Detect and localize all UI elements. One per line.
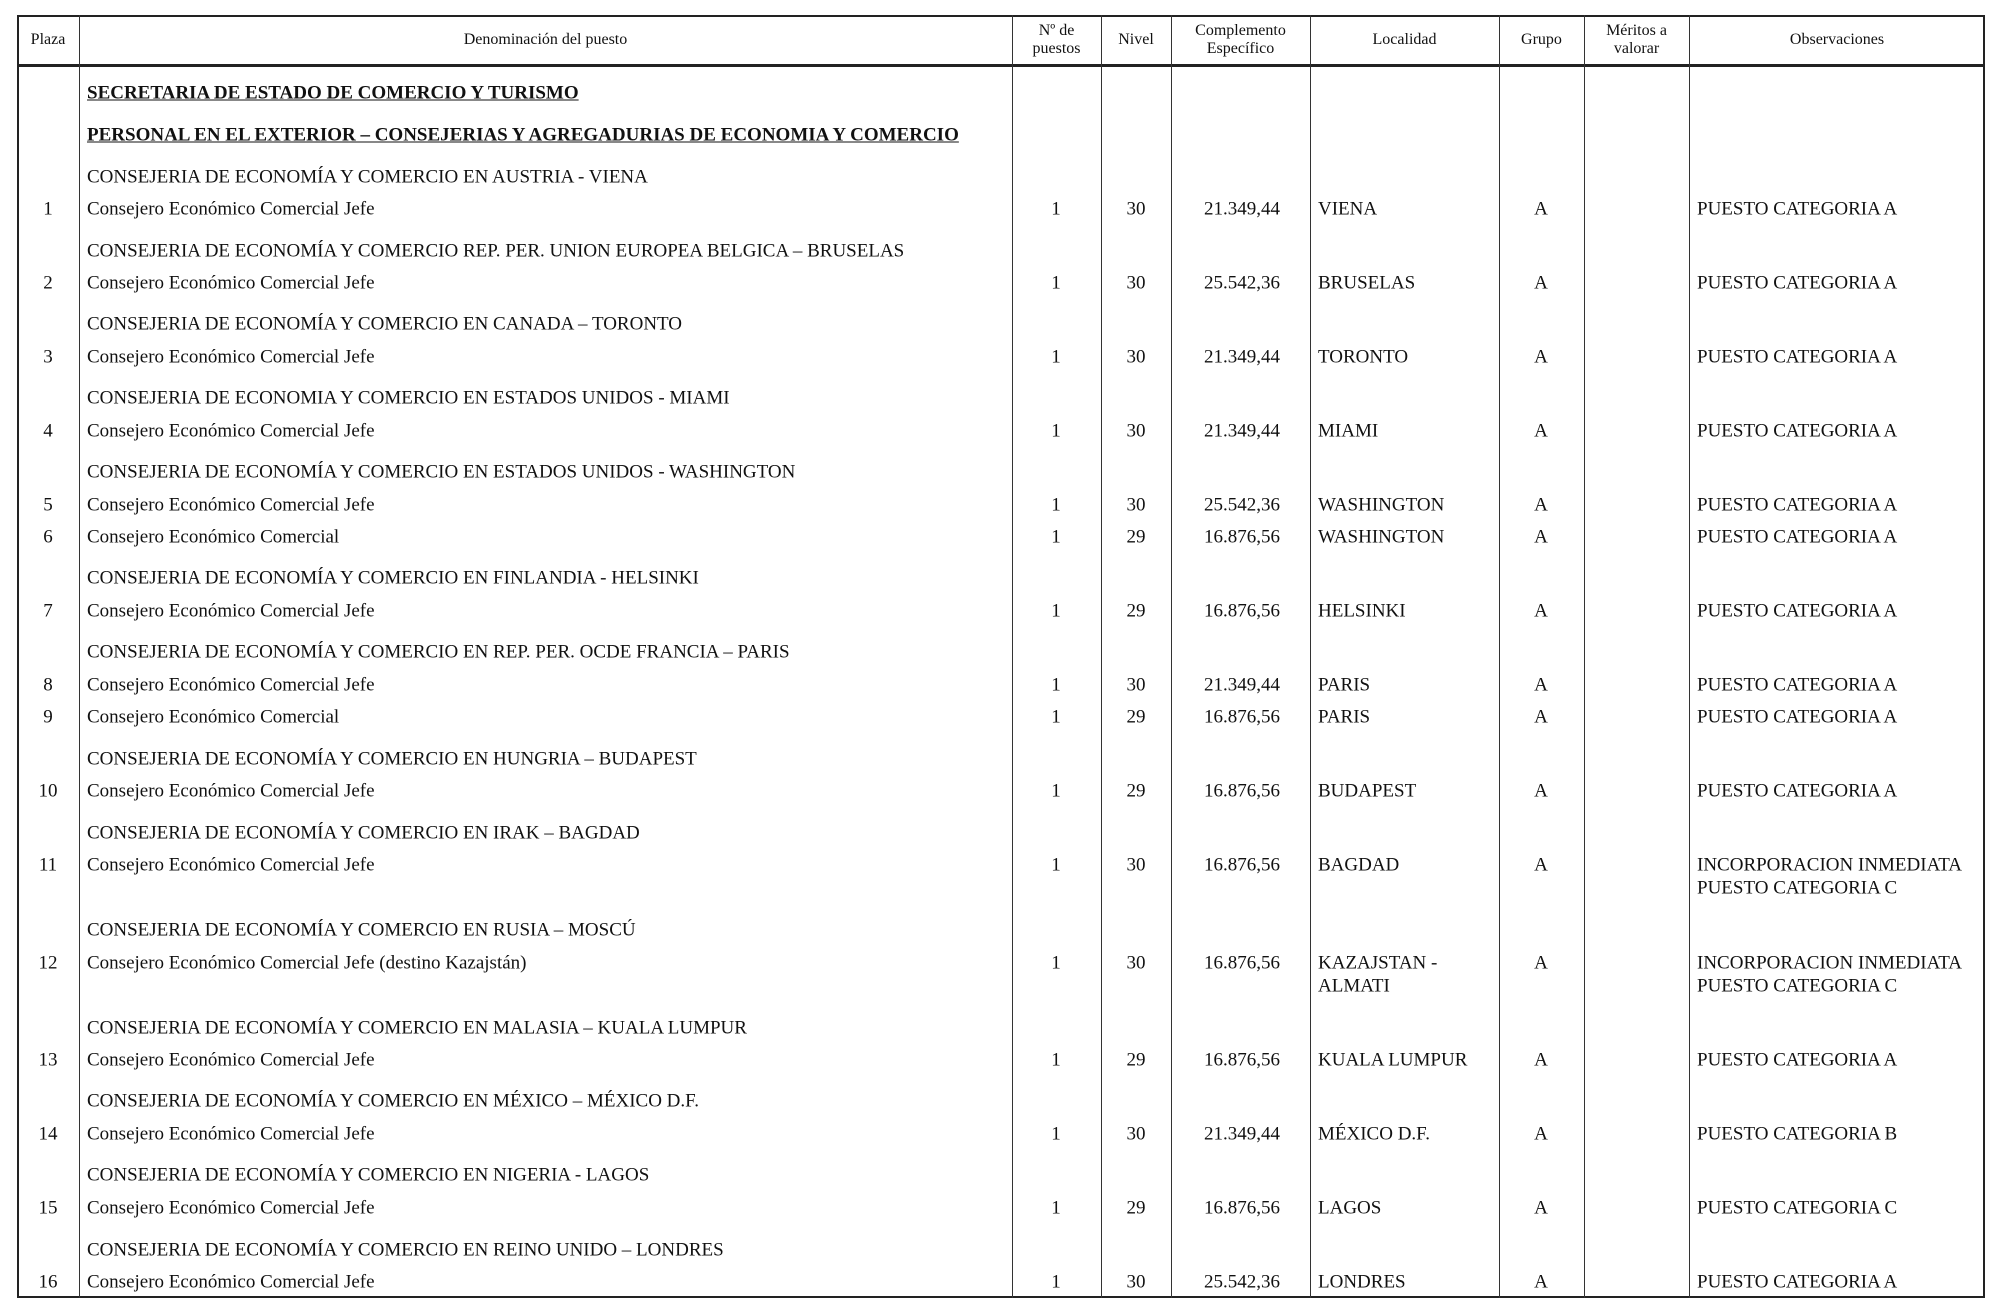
puesto-denominacion: Consejero Económico Comercial	[87, 706, 340, 728]
header-observaciones: Observaciones	[1789, 31, 1885, 48]
grupo-value: A	[1534, 854, 1548, 876]
column-divider	[1310, 15, 1311, 1298]
puesto-denominacion: Consejero Económico Comercial	[87, 526, 340, 548]
n-puestos-value: 1	[1051, 272, 1061, 294]
localidad-value: KUALA LUMPUR	[1318, 1049, 1468, 1071]
grupo-value: A	[1534, 346, 1548, 368]
n-puestos-value: 1	[1051, 674, 1061, 696]
puesto-denominacion: Consejero Económico Comercial Jefe	[87, 780, 375, 802]
localidad-value: PARIS	[1318, 674, 1371, 696]
group-heading: CONSEJERIA DE ECONOMÍA Y COMERCIO EN AUSTRIA - VIENA	[87, 166, 648, 188]
nivel-value: 29	[1126, 600, 1146, 622]
observaciones-value: PUESTO CATEGORIA A	[1697, 494, 1898, 516]
n-puestos-value: 1	[1051, 1123, 1061, 1145]
localidad-value: MIAMI	[1318, 420, 1379, 442]
complemento-value: 21.349,44	[1204, 1123, 1280, 1145]
group-heading: CONSEJERIA DE ECONOMIA Y COMERCIO EN ESTADOS UNIDOS - MIAMI	[87, 387, 730, 409]
n-puestos-value: 1	[1051, 346, 1061, 368]
localidad-value: BUDAPEST	[1318, 780, 1417, 802]
nivel-value: 30	[1126, 674, 1146, 696]
header-complemento: Complemento Específico	[1195, 22, 1286, 57]
header-plaza: Plaza	[30, 31, 66, 48]
grupo-value: A	[1534, 780, 1548, 802]
grupo-value: A	[1534, 706, 1548, 728]
group-heading: CONSEJERIA DE ECONOMÍA Y COMERCIO EN IRAK – BAGDAD	[87, 822, 640, 844]
puesto-denominacion: Consejero Económico Comercial Jefe	[87, 600, 375, 622]
puesto-denominacion: Consejero Económico Comercial Jefe (destino Kazajstán)	[87, 952, 527, 974]
plaza-number: 2	[43, 272, 53, 294]
complemento-value: 16.876,56	[1204, 1049, 1280, 1071]
complemento-value: 16.876,56	[1204, 1197, 1280, 1219]
n-puestos-value: 1	[1051, 526, 1061, 548]
localidad-value: BRUSELAS	[1318, 272, 1416, 294]
grupo-value: A	[1534, 1049, 1548, 1071]
localidad-value: ALMATI	[1318, 975, 1390, 997]
nivel-value: 30	[1126, 420, 1146, 442]
complemento-value: 25.542,36	[1204, 1271, 1280, 1293]
header-grupo: Grupo	[1521, 31, 1562, 48]
observaciones-value: PUESTO CATEGORIA A	[1697, 674, 1898, 696]
grupo-value: A	[1534, 1271, 1548, 1293]
localidad-value: VIENA	[1318, 198, 1378, 220]
puesto-denominacion: Consejero Económico Comercial Jefe	[87, 1123, 375, 1145]
plaza-number: 13	[38, 1049, 58, 1071]
nivel-value: 30	[1126, 1271, 1146, 1293]
plaza-number: 15	[38, 1197, 58, 1219]
plaza-number: 10	[38, 780, 58, 802]
observaciones-value: PUESTO CATEGORIA A	[1697, 706, 1898, 728]
nivel-value: 30	[1126, 272, 1146, 294]
header-nivel: Nivel	[1118, 31, 1154, 48]
n-puestos-value: 1	[1051, 854, 1061, 876]
puesto-denominacion: Consejero Económico Comercial Jefe	[87, 272, 375, 294]
group-heading: CONSEJERIA DE ECONOMÍA Y COMERCIO EN HUNGRIA – BUDAPEST	[87, 748, 697, 770]
header-localidad: Localidad	[1372, 31, 1437, 48]
n-puestos-value: 1	[1051, 494, 1061, 516]
grupo-value: A	[1534, 1123, 1548, 1145]
column-divider	[1171, 15, 1172, 1298]
group-heading: CONSEJERIA DE ECONOMÍA Y COMERCIO EN FINLANDIA - HELSINKI	[87, 567, 699, 589]
n-puestos-value: 1	[1051, 780, 1061, 802]
localidad-value: BAGDAD	[1318, 854, 1400, 876]
group-heading: CONSEJERIA DE ECONOMÍA Y COMERCIO EN REP. PER. OCDE FRANCIA – PARIS	[87, 641, 790, 663]
complemento-value: 21.349,44	[1204, 198, 1280, 220]
observaciones-value: INCORPORACION INMEDIATA	[1697, 952, 1963, 974]
group-heading: CONSEJERIA DE ECONOMÍA Y COMERCIO EN MÉXICO – MÉXICO D.F.	[87, 1090, 699, 1112]
n-puestos-value: 1	[1051, 600, 1061, 622]
n-puestos-value: 1	[1051, 1197, 1061, 1219]
complemento-value: 16.876,56	[1204, 952, 1280, 974]
nivel-value: 29	[1126, 780, 1146, 802]
grupo-value: A	[1534, 272, 1548, 294]
observaciones-value: INCORPORACION INMEDIATA	[1697, 854, 1963, 876]
localidad-value: LONDRES	[1318, 1271, 1406, 1293]
plaza-number: 16	[38, 1271, 58, 1293]
puesto-denominacion: Consejero Económico Comercial Jefe	[87, 1049, 375, 1071]
observaciones-value: PUESTO CATEGORIA C	[1697, 975, 1898, 997]
plaza-number: 1	[43, 198, 53, 220]
localidad-value: KAZAJSTAN -	[1318, 952, 1438, 974]
puesto-denominacion: Consejero Económico Comercial Jefe	[87, 1197, 375, 1219]
observaciones-value: PUESTO CATEGORIA A	[1697, 198, 1898, 220]
nivel-value: 29	[1126, 1197, 1146, 1219]
group-heading: CONSEJERIA DE ECONOMÍA Y COMERCIO EN RUSIA – MOSCÚ	[87, 919, 636, 941]
n-puestos-value: 1	[1051, 420, 1061, 442]
localidad-value: TORONTO	[1318, 346, 1409, 368]
complemento-value: 16.876,56	[1204, 526, 1280, 548]
localidad-value: LAGOS	[1318, 1197, 1382, 1219]
group-heading: CONSEJERIA DE ECONOMÍA Y COMERCIO EN MALASIA – KUALA LUMPUR	[87, 1017, 747, 1039]
observaciones-value: PUESTO CATEGORIA A	[1697, 526, 1898, 548]
group-heading: CONSEJERIA DE ECONOMÍA Y COMERCIO EN REINO UNIDO – LONDRES	[87, 1239, 724, 1261]
n-puestos-value: 1	[1051, 198, 1061, 220]
grupo-value: A	[1534, 198, 1548, 220]
nivel-value: 29	[1126, 526, 1146, 548]
nivel-value: 30	[1126, 494, 1146, 516]
observaciones-value: PUESTO CATEGORIA A	[1697, 600, 1898, 622]
column-divider	[1689, 15, 1690, 1298]
complemento-value: 25.542,36	[1204, 272, 1280, 294]
plaza-number: 3	[43, 346, 53, 368]
nivel-value: 29	[1126, 1049, 1146, 1071]
observaciones-value: PUESTO CATEGORIA A	[1697, 1049, 1898, 1071]
plaza-number: 6	[43, 526, 53, 548]
complemento-value: 16.876,56	[1204, 854, 1280, 876]
column-divider	[1012, 15, 1013, 1298]
n-puestos-value: 1	[1051, 1271, 1061, 1293]
plaza-number: 5	[43, 494, 53, 516]
localidad-value: HELSINKI	[1318, 600, 1406, 622]
puesto-denominacion: Consejero Económico Comercial Jefe	[87, 674, 375, 696]
plaza-number: 12	[38, 952, 58, 974]
observaciones-value: PUESTO CATEGORIA A	[1697, 272, 1898, 294]
grupo-value: A	[1534, 674, 1548, 696]
header-denominacion: Denominación del puesto	[463, 31, 628, 48]
localidad-value: WASHINGTON	[1318, 526, 1445, 548]
grupo-value: A	[1534, 1197, 1548, 1219]
column-divider	[79, 15, 80, 1298]
observaciones-value: PUESTO CATEGORIA A	[1697, 346, 1898, 368]
plaza-number: 11	[38, 854, 58, 876]
observaciones-value: PUESTO CATEGORIA B	[1697, 1123, 1898, 1145]
column-divider	[1499, 15, 1500, 1298]
plaza-number: 14	[38, 1123, 58, 1145]
nivel-value: 30	[1126, 198, 1146, 220]
plaza-number: 4	[43, 420, 53, 442]
grupo-value: A	[1534, 494, 1548, 516]
complemento-value: 21.349,44	[1204, 674, 1280, 696]
grupo-value: A	[1534, 600, 1548, 622]
puesto-denominacion: Consejero Económico Comercial Jefe	[87, 854, 375, 876]
header-n-puestos: Nº de puestos	[1032, 22, 1081, 57]
plaza-number: 9	[43, 706, 53, 728]
nivel-value: 30	[1126, 952, 1146, 974]
header-meritos: Méritos a valorar	[1606, 22, 1667, 57]
plaza-number: 7	[43, 600, 53, 622]
nivel-value: 30	[1126, 854, 1146, 876]
observaciones-value: PUESTO CATEGORIA C	[1697, 877, 1898, 899]
nivel-value: 30	[1126, 1123, 1146, 1145]
complemento-value: 21.349,44	[1204, 346, 1280, 368]
observaciones-value: PUESTO CATEGORIA A	[1697, 780, 1898, 802]
n-puestos-value: 1	[1051, 952, 1061, 974]
puesto-denominacion: Consejero Económico Comercial Jefe	[87, 494, 375, 516]
group-heading: CONSEJERIA DE ECONOMÍA Y COMERCIO EN CANADA – TORONTO	[87, 313, 683, 335]
observaciones-value: PUESTO CATEGORIA C	[1697, 1197, 1898, 1219]
localidad-value: MÉXICO D.F.	[1318, 1123, 1430, 1145]
grupo-value: A	[1534, 526, 1548, 548]
column-divider	[1584, 15, 1585, 1298]
group-heading: CONSEJERIA DE ECONOMÍA Y COMERCIO REP. PER. UNION EUROPEA BELGICA – BRUSELAS	[87, 240, 905, 262]
n-puestos-value: 1	[1051, 706, 1061, 728]
observaciones-value: PUESTO CATEGORIA A	[1697, 1271, 1898, 1293]
n-puestos-value: 1	[1051, 1049, 1061, 1071]
observaciones-value: PUESTO CATEGORIA A	[1697, 420, 1898, 442]
puesto-denominacion: Consejero Económico Comercial Jefe	[87, 346, 375, 368]
column-divider	[1101, 15, 1102, 1298]
puesto-denominacion: Consejero Económico Comercial Jefe	[87, 420, 375, 442]
group-heading: CONSEJERIA DE ECONOMÍA Y COMERCIO EN ESTADOS UNIDOS - WASHINGTON	[87, 461, 796, 483]
section-title: SECRETARIA DE ESTADO DE COMERCIO Y TURISMO	[87, 82, 579, 104]
localidad-value: WASHINGTON	[1318, 494, 1445, 516]
complemento-value: 16.876,56	[1204, 600, 1280, 622]
complemento-value: 21.349,44	[1204, 420, 1280, 442]
plaza-number: 8	[43, 674, 53, 696]
complemento-value: 25.542,36	[1204, 494, 1280, 516]
complemento-value: 16.876,56	[1204, 780, 1280, 802]
grupo-value: A	[1534, 952, 1548, 974]
puesto-denominacion: Consejero Económico Comercial Jefe	[87, 1271, 375, 1293]
nivel-value: 29	[1126, 706, 1146, 728]
group-heading: CONSEJERIA DE ECONOMÍA Y COMERCIO EN NIGERIA - LAGOS	[87, 1164, 650, 1186]
localidad-value: PARIS	[1318, 706, 1371, 728]
complemento-value: 16.876,56	[1204, 706, 1280, 728]
grupo-value: A	[1534, 420, 1548, 442]
nivel-value: 30	[1126, 346, 1146, 368]
puesto-denominacion: Consejero Económico Comercial Jefe	[87, 198, 375, 220]
section-title: PERSONAL EN EL EXTERIOR – CONSEJERIAS Y AGREGADURIAS DE ECONOMIA Y COMERCIO	[87, 124, 959, 146]
